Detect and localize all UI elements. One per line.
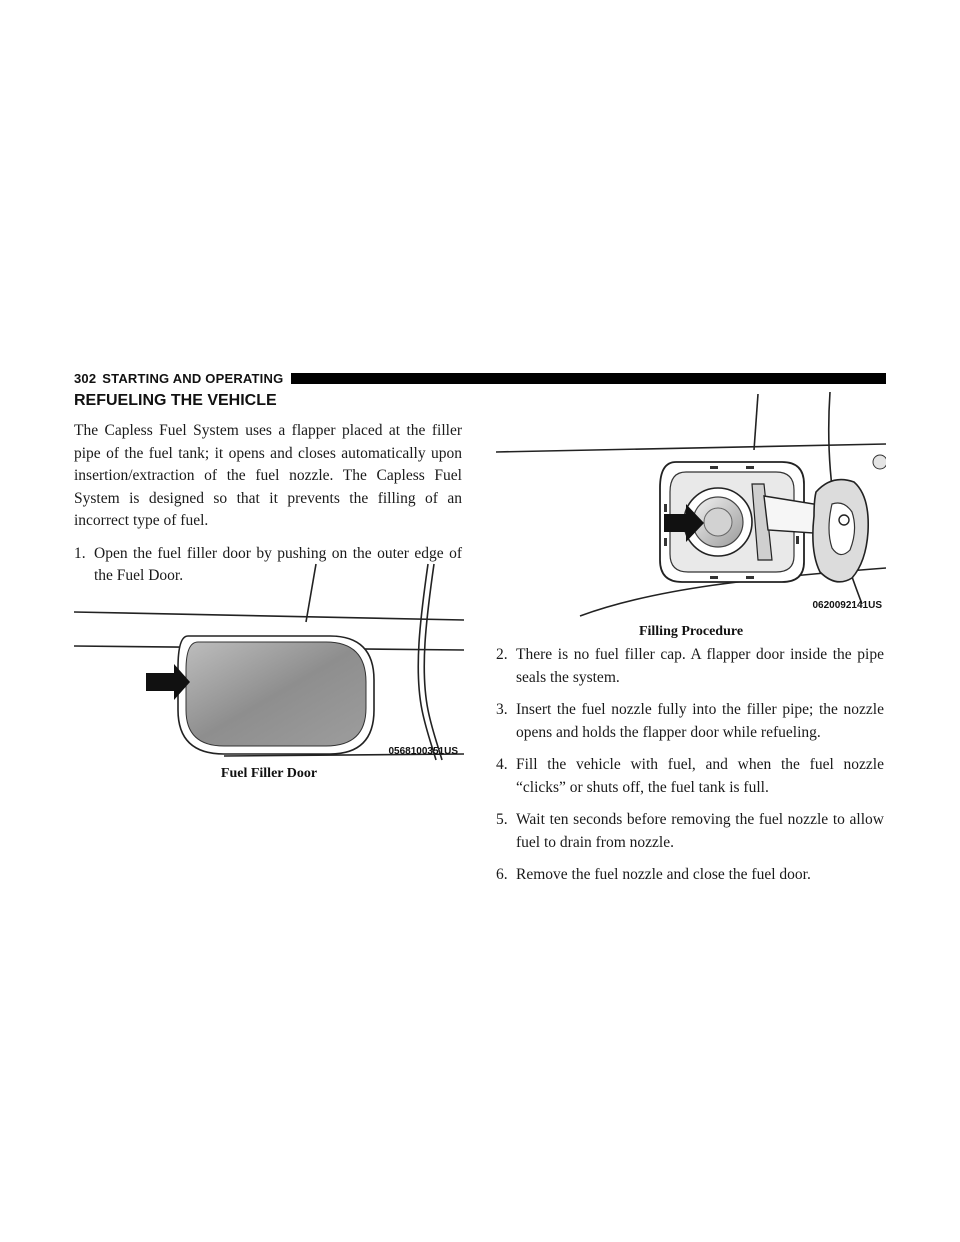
step-6 (496, 864, 884, 887)
fuel-filler-door-figure (74, 560, 464, 766)
step-5 (496, 809, 884, 854)
step-3 (496, 699, 884, 744)
fuel-door-illustration (74, 560, 464, 766)
page-header (74, 370, 886, 386)
filling-procedure-figure (496, 392, 886, 620)
figure-caption: Filling Procedure (638, 624, 744, 639)
step-text: Wait ten seconds before removing the fuel nozzle to allow fuel to drain from nozzle. (516, 811, 884, 851)
page-number: 302 (74, 370, 97, 386)
intro-paragraph: The Capless Fuel System uses a flapper placed at the filler pipe of the fuel tank; it opens and closes automatically upon insertion/extraction of the fuel nozzle. The Capless Fuel System is designed so that it prevents the filling of an incorrect type of fuel. (74, 422, 462, 529)
step-number: 3. (496, 701, 508, 718)
step-number: 6. (496, 866, 508, 883)
step-text: Fill the vehicle with fuel, and when the fuel nozzle “clicks” or shuts off, the fuel tank is full. (516, 756, 884, 796)
filling-illustration (496, 392, 886, 620)
figure-code: 0620092141US (812, 600, 882, 611)
figure-caption: Fuel Filler Door (220, 766, 318, 781)
section-title: REFUELING THE VEHICLE (74, 392, 277, 409)
header-rule (291, 373, 886, 384)
right-column (496, 644, 884, 887)
step-4 (496, 754, 884, 799)
step-number: 2. (496, 646, 508, 663)
step-text: Insert the fuel nozzle fully into the filler pipe; the nozzle opens and holds the flapper door while refueling. (516, 701, 884, 741)
step-2 (496, 644, 884, 689)
step-text: Remove the fuel nozzle and close the fuel door. (516, 866, 811, 883)
section-name: STARTING AND OPERATING (102, 370, 284, 386)
step-number: 5. (496, 811, 508, 828)
step-text: Open the fuel filler door by pushing on the outer edge of the Fuel Door. (94, 544, 462, 584)
step-number: 1. (74, 544, 86, 562)
figure-code: 0568100351US (388, 746, 458, 757)
step-text: There is no fuel filler cap. A flapper door inside the pipe seals the system. (516, 646, 884, 686)
step-number: 4. (496, 756, 508, 773)
